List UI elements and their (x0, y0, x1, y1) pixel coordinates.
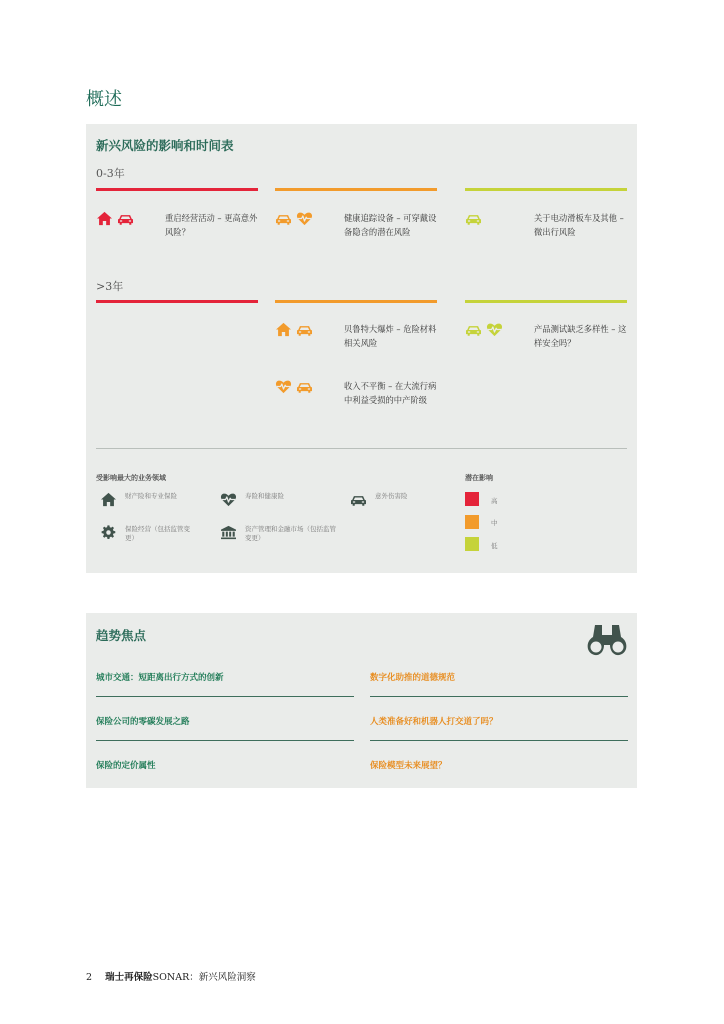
trend-link-digital-nudging[interactable]: 数字化助推的道德规范 (370, 673, 456, 683)
risk-item-reopening[interactable] (96, 211, 266, 251)
house-icon (96, 211, 113, 226)
car-icon (296, 322, 313, 337)
impact-bar-high (96, 188, 258, 191)
binoculars-icon (587, 623, 627, 657)
bank-icon (220, 525, 237, 540)
risk-item-text: 重启经营活动 – 更高意外风险？ (165, 213, 258, 237)
trend-link-model-outlook[interactable]: 保险模型未来展望？ (370, 761, 447, 771)
impact-bar-low (465, 300, 627, 303)
heart-pulse-icon (220, 492, 237, 507)
risk-panel-title: 新兴风险的影响和时间表 (96, 138, 234, 153)
car-icon (350, 492, 367, 507)
heart-pulse-icon (486, 322, 503, 337)
impact-bar-low (465, 188, 627, 191)
trend-link-pricing[interactable]: 保险的定价属性 (96, 761, 156, 771)
impact-swatch-low (465, 537, 479, 551)
risk-item-text: 关于电动滑板车及其他 – 微出行风险 (534, 213, 624, 237)
gear-icon (100, 525, 117, 540)
legend-divider (96, 448, 627, 449)
legend-area-asset-management: 资产管理和金融市场（包括监管变更） (220, 525, 340, 543)
house-icon (100, 492, 117, 507)
risk-item-beirut-explosion[interactable] (275, 322, 445, 362)
risk-item-product-testing[interactable] (465, 322, 630, 362)
legend-areas-title: 受影响最大的业务领域 (96, 474, 166, 482)
emerging-risks-panel (86, 124, 637, 573)
risk-item-text: 产品测试缺乏多样性 – 这样安全吗？ (534, 324, 627, 348)
impact-bar-medium (275, 300, 437, 303)
car-icon (465, 322, 482, 337)
impact-label-medium: 中 (491, 519, 498, 527)
trend-link-net-zero[interactable]: 保险公司的零碳发展之路 (96, 717, 190, 727)
impact-bar-high (96, 300, 258, 303)
risk-item-text: 收入不平衡 – 在大流行病中利益受损的中产阶级 (344, 381, 437, 405)
car-icon (275, 211, 292, 226)
risk-item-text: 健康追踪设备 – 可穿戴设备隐含的潜在风险 (344, 213, 437, 237)
house-icon (275, 322, 292, 337)
footer-brand: 瑞士再保险 (105, 972, 153, 983)
page-title: 概述 (86, 89, 122, 110)
car-icon (296, 379, 313, 394)
period-label-long: >3年 (96, 280, 124, 293)
legend-area-casualty: 意外伤害险 (350, 492, 470, 507)
trend-spotlight-panel (86, 613, 637, 788)
impact-label-low: 低 (491, 542, 498, 550)
impact-bar-medium (275, 188, 437, 191)
heart-pulse-icon (296, 211, 313, 226)
trend-link-urban-mobility[interactable]: 城市交通：短距离出行方式的创新 (96, 673, 224, 683)
trend-panel-title: 趋势焦点 (96, 628, 147, 643)
impact-swatch-high (465, 492, 479, 506)
risk-item-health-tracking[interactable] (275, 211, 445, 261)
car-icon (117, 211, 134, 226)
legend-area-life-health: 寿险和健康险 (220, 492, 340, 507)
legend-area-operations: 保险经营（包括监管变更） (100, 525, 195, 543)
risk-item-income-inequality[interactable] (275, 379, 445, 429)
legend-area-property: 财产险和专业保险 (100, 492, 220, 507)
legend-impact-title: 潜在影响 (465, 474, 493, 482)
page-number: 2 (86, 972, 93, 983)
impact-label-high: 高 (491, 497, 498, 505)
footer-publication: SONAR：新兴风险洞察 (152, 972, 256, 983)
trend-divider (96, 696, 354, 697)
period-label-short: 0-3年 (96, 167, 125, 180)
risk-item-e-scooters[interactable] (465, 211, 630, 251)
heart-pulse-icon (275, 379, 292, 394)
car-icon (465, 211, 482, 226)
impact-swatch-medium (465, 515, 479, 529)
risk-item-text: 贝鲁特大爆炸 – 危险材料相关风险 (344, 324, 437, 348)
trend-divider (96, 740, 354, 741)
trend-link-robots[interactable]: 人类准备好和机器人打交道了吗？ (370, 717, 498, 727)
page-footer (86, 969, 256, 983)
trend-divider (370, 740, 628, 741)
trend-divider (370, 696, 628, 697)
